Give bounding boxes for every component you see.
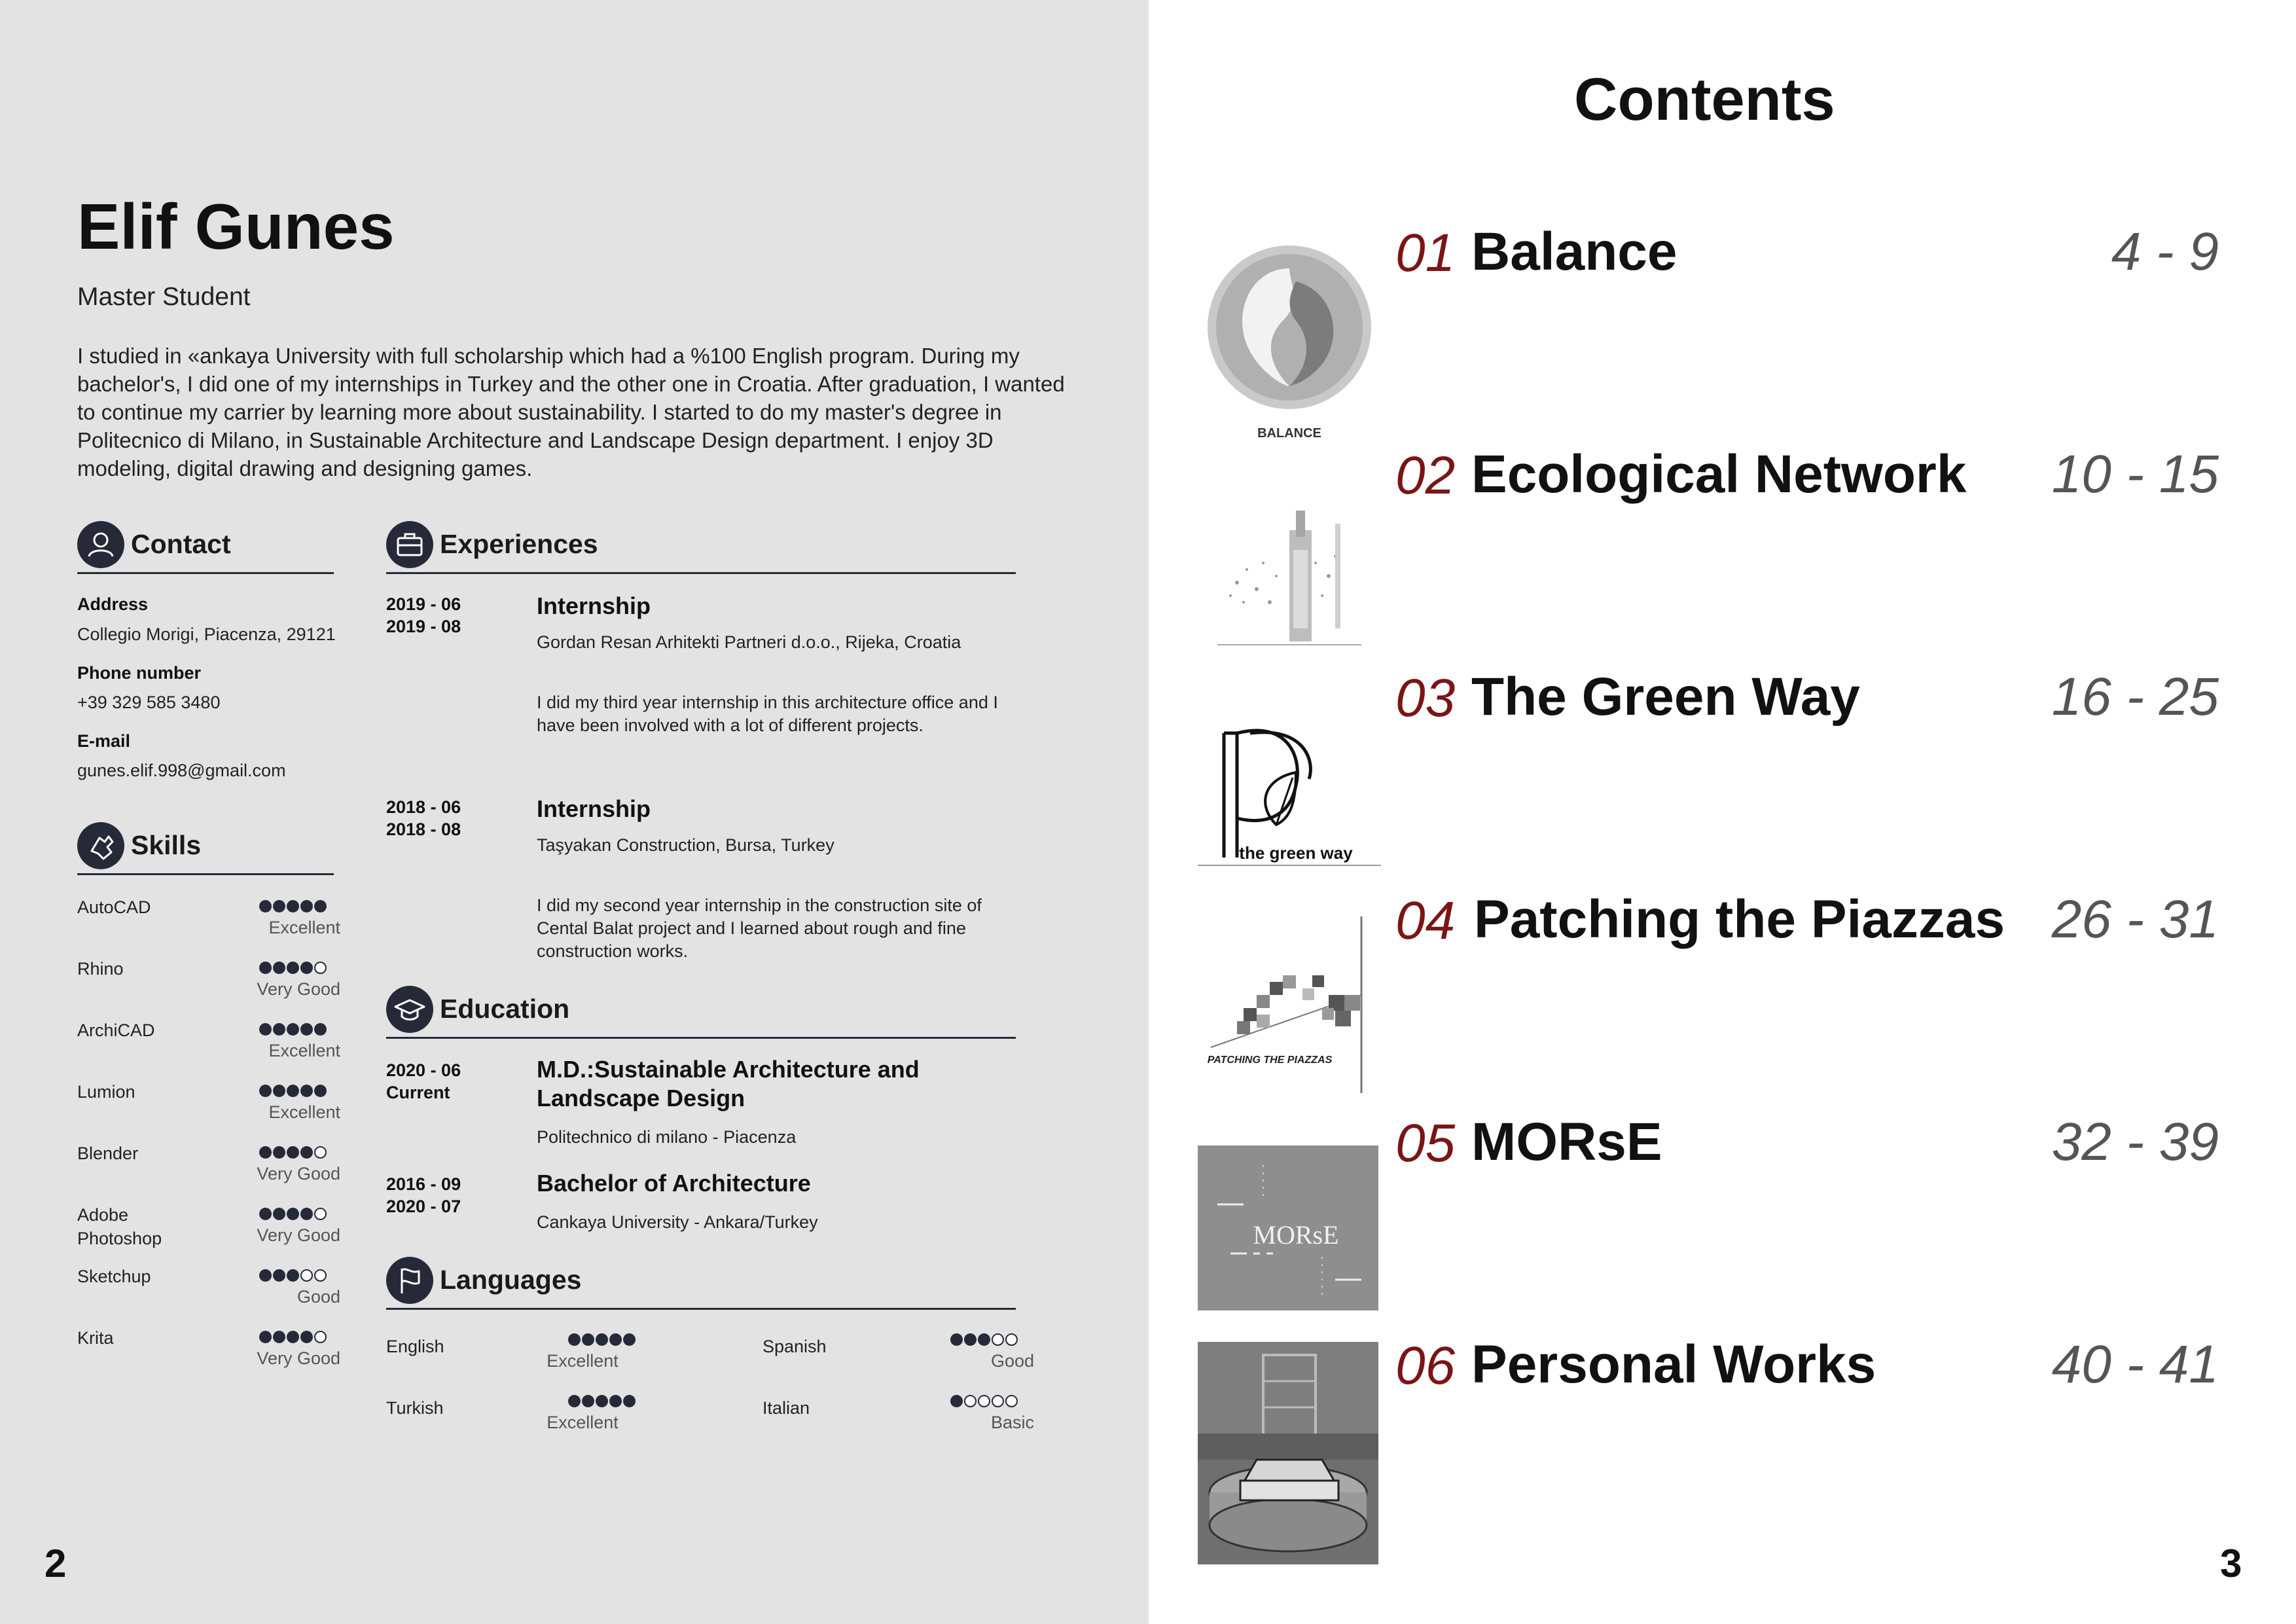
language-name: English [386,1337,444,1356]
green-way-thumb-label: the green way [1239,843,1353,863]
rating-dot-filled [596,1395,608,1407]
balance-thumb-label: BALANCE [1257,426,1321,441]
skill-level: Excellent [268,1041,340,1060]
skill-name: Sketchup [77,1267,151,1286]
language-name: Italian [762,1398,810,1418]
skill-name: Lumion [77,1082,135,1102]
skill-name: ArchiCAD [77,1020,155,1040]
rating-dot-filled [300,1085,313,1097]
language-level: Good [990,1351,1034,1371]
toc-title: MORsE [1471,1112,1662,1172]
rating-dots [258,1329,327,1347]
rating-dot-filled [314,900,327,912]
email-value: gunes.elif.998@gmail.com [77,761,286,780]
rating-dot-filled [623,1333,636,1346]
rating-dot-filled [273,1085,285,1097]
skill-level: Very Good [257,979,340,999]
skill-name: Adobe Photoshop [77,1205,162,1248]
rating-dots [567,1331,636,1350]
skill-name: Krita [77,1328,114,1348]
rating-dot-filled [259,1146,272,1159]
address-value: Collegio Morigi, Piacenza, 29121 [77,624,336,644]
rating-dot-filled [300,962,313,974]
rating-dots [258,960,327,978]
email-label: E-mail [77,731,131,751]
rating-dot-filled [259,1023,272,1036]
rating-dots [258,1267,327,1286]
rating-dot-filled [287,1146,299,1159]
rating-dot-filled [287,900,299,912]
rating-dot-filled [300,1023,313,1036]
rating-dot-filled [950,1395,963,1407]
green-way-thumbnail [1198,707,1381,867]
rating-dot-empty [314,1208,327,1220]
rating-dot-filled [259,1208,272,1220]
toc-title: Ecological Network [1471,444,1967,504]
exp1-title: Internship [537,592,651,619]
skill-level: Very Good [257,1164,340,1183]
rating-dot-filled [623,1395,636,1407]
rating-dot-filled [300,900,313,912]
toc-number: 02 [1395,446,1456,505]
rating-dot-empty [1005,1333,1018,1346]
languages-flag-icon [386,1257,433,1304]
rating-dots [949,1331,1018,1350]
rating-dot-filled [568,1395,581,1407]
edu2-date-start: 2016 - 09 [386,1174,461,1194]
rating-dot-filled [287,1023,299,1036]
patching-piazzas-thumb-label: PATCHING THE PIAZZAS [1207,1055,1333,1066]
rating-dot-filled [978,1333,990,1346]
rating-dot-filled [582,1333,594,1346]
rating-dot-filled [582,1395,594,1407]
rating-dot-empty [1005,1395,1018,1407]
rating-dot-filled [273,1208,285,1220]
toc-pages: 10 - 15 [2051,444,2219,504]
skills-divider [77,873,334,875]
language-name: Spanish [762,1337,827,1356]
rating-dot-filled [568,1333,581,1346]
toc-number: 03 [1395,668,1456,728]
person-role: Master Student [77,283,251,311]
exp1-date-start: 2019 - 06 [386,594,461,614]
rating-dot-filled [273,1023,285,1036]
ecological-network-thumbnail [1198,504,1381,655]
rating-dots [258,898,327,916]
contents-title: Contents [1574,66,1835,133]
rating-dot-filled [287,1269,299,1282]
rating-dot-filled [314,1085,327,1097]
edu1-date-end: Current [386,1083,450,1102]
edu1-date-start: 2020 - 06 [386,1060,461,1080]
experiences-divider [386,572,1016,574]
contact-divider [77,572,334,574]
toc-title: Personal Works [1471,1335,1876,1394]
rating-dot-empty [978,1395,990,1407]
rating-dots [567,1393,636,1411]
rating-dots [258,1021,327,1039]
contact-title: Contact [131,529,231,559]
balance-thumbnail [1198,242,1381,445]
rating-dot-filled [287,1208,299,1220]
language-name: Turkish [386,1398,444,1418]
toc-pages: 4 - 9 [2111,222,2219,281]
address-label: Address [77,594,149,614]
rating-dot-filled [300,1331,313,1343]
skill-level: Excellent [268,918,340,937]
rating-dot-filled [273,1331,285,1343]
exp2-date-end: 2018 - 08 [386,820,461,839]
edu2-date-end: 2020 - 07 [386,1197,461,1216]
language-level: Basic [990,1413,1034,1432]
experiences-title: Experiences [440,529,598,559]
rating-dot-filled [273,900,285,912]
toc-number: 01 [1395,223,1456,283]
exp2-org: Taşyakan Construction, Bursa, Turkey [537,835,834,855]
personal-works-thumbnail [1198,1342,1378,1564]
rating-dot-filled [287,1085,299,1097]
skill-level: Good [296,1287,340,1307]
rating-dot-empty [992,1395,1004,1407]
contact-person-icon [77,521,124,568]
rating-dot-filled [273,1146,285,1159]
skills-title: Skills [131,830,202,860]
rating-dots [258,1083,327,1101]
skills-puzzle-icon [77,822,124,869]
edu1-title: M.D.:Sustainable Architecture and Landscape Design [537,1056,920,1111]
phone-value: +39 329 585 3480 [77,693,221,712]
page-number-right: 3 [2220,1542,2242,1585]
skill-name: Rhino [77,959,124,979]
rating-dot-filled [314,1023,327,1036]
toc-number: 06 [1395,1336,1456,1396]
exp2-date-start: 2018 - 06 [386,797,461,817]
rating-dot-empty [992,1333,1004,1346]
edu2-title: Bachelor of Architecture [537,1170,811,1197]
rating-dot-filled [259,900,272,912]
exp1-org: Gordan Resan Arhitekti Partneri d.o.o., Rijeka, Croatia [537,632,961,652]
rating-dot-filled [273,1269,285,1282]
toc-pages: 26 - 31 [2051,890,2219,949]
skill-level: Very Good [257,1348,340,1368]
rating-dot-filled [596,1333,608,1346]
rating-dot-empty [314,1269,327,1282]
rating-dot-filled [609,1395,622,1407]
rating-dot-filled [287,1331,299,1343]
rating-dot-empty [314,962,327,974]
toc-number: 04 [1395,891,1456,950]
rating-dot-empty [964,1395,977,1407]
toc-title: Balance [1471,222,1677,281]
phone-label: Phone number [77,663,202,683]
rating-dot-filled [287,962,299,974]
toc-pages: 40 - 41 [2051,1335,2219,1394]
edu2-org: Cankaya University - Ankara/Turkey [537,1212,818,1232]
rating-dot-empty [314,1146,327,1159]
morse-thumb-label: MORsE [1253,1220,1339,1250]
toc-pages: 32 - 39 [2051,1112,2219,1172]
toc-title: The Green Way [1471,667,1860,727]
toc-title: Patching the Piazzas [1474,890,2005,949]
toc-number: 05 [1395,1113,1456,1173]
skill-name: Blender [77,1144,139,1163]
exp2-desc: I did my second year internship in the construction site of Cental Balat project and I learned about rough and fine construction works. [537,895,982,961]
exp1-date-end: 2019 - 08 [386,617,461,636]
rating-dot-empty [300,1269,313,1282]
person-bio: I studied in «ankaya University with full scholarship which had a %100 English program. During my bachelor's, I did one of my internships in Turkey and the other one in Croatia. After graduation, I wanted to continue my carrier by learning more about sustainability. I started to do my master's degree in Politecnico di Milano, in Sustainable Architecture and Landscape Design department. I enjoy 3D modeling, digital drawing and designing games. [77,344,1065,480]
rating-dot-filled [273,962,285,974]
rating-dot-filled [259,962,272,974]
education-divider [386,1037,1016,1039]
edu1-org: Politechnico di milano - Piacenza [537,1127,797,1147]
rating-dot-filled [964,1333,977,1346]
rating-dot-filled [609,1333,622,1346]
toc-pages: 16 - 25 [2051,667,2219,727]
rating-dot-filled [259,1331,272,1343]
rating-dot-filled [300,1146,313,1159]
rating-dots [258,1144,327,1163]
rating-dot-filled [950,1333,963,1346]
education-cap-icon [386,986,433,1033]
rating-dots [258,1206,327,1224]
skill-level: Excellent [268,1102,340,1122]
language-level: Excellent [547,1413,619,1432]
skill-level: Very Good [257,1225,340,1245]
languages-divider [386,1308,1016,1310]
morse-thumbnail [1198,1146,1378,1310]
rating-dot-filled [259,1085,272,1097]
language-level: Excellent [547,1351,619,1371]
rating-dot-empty [314,1331,327,1343]
exp1-desc: I did my third year internship in this architecture office and I have been involved with a lot of different projects. [537,693,998,735]
rating-dot-filled [259,1269,272,1282]
rating-dot-filled [300,1208,313,1220]
rating-dots [949,1393,1018,1411]
person-name: Elif Gunes [77,190,395,262]
experiences-briefcase-icon [386,521,433,568]
education-title: Education [440,994,570,1024]
patching-piazzas-thumbnail [1198,916,1381,1100]
skill-name: AutoCAD [77,897,151,917]
page-number-left: 2 [45,1542,67,1585]
languages-title: Languages [440,1265,582,1295]
exp2-title: Internship [537,795,651,822]
